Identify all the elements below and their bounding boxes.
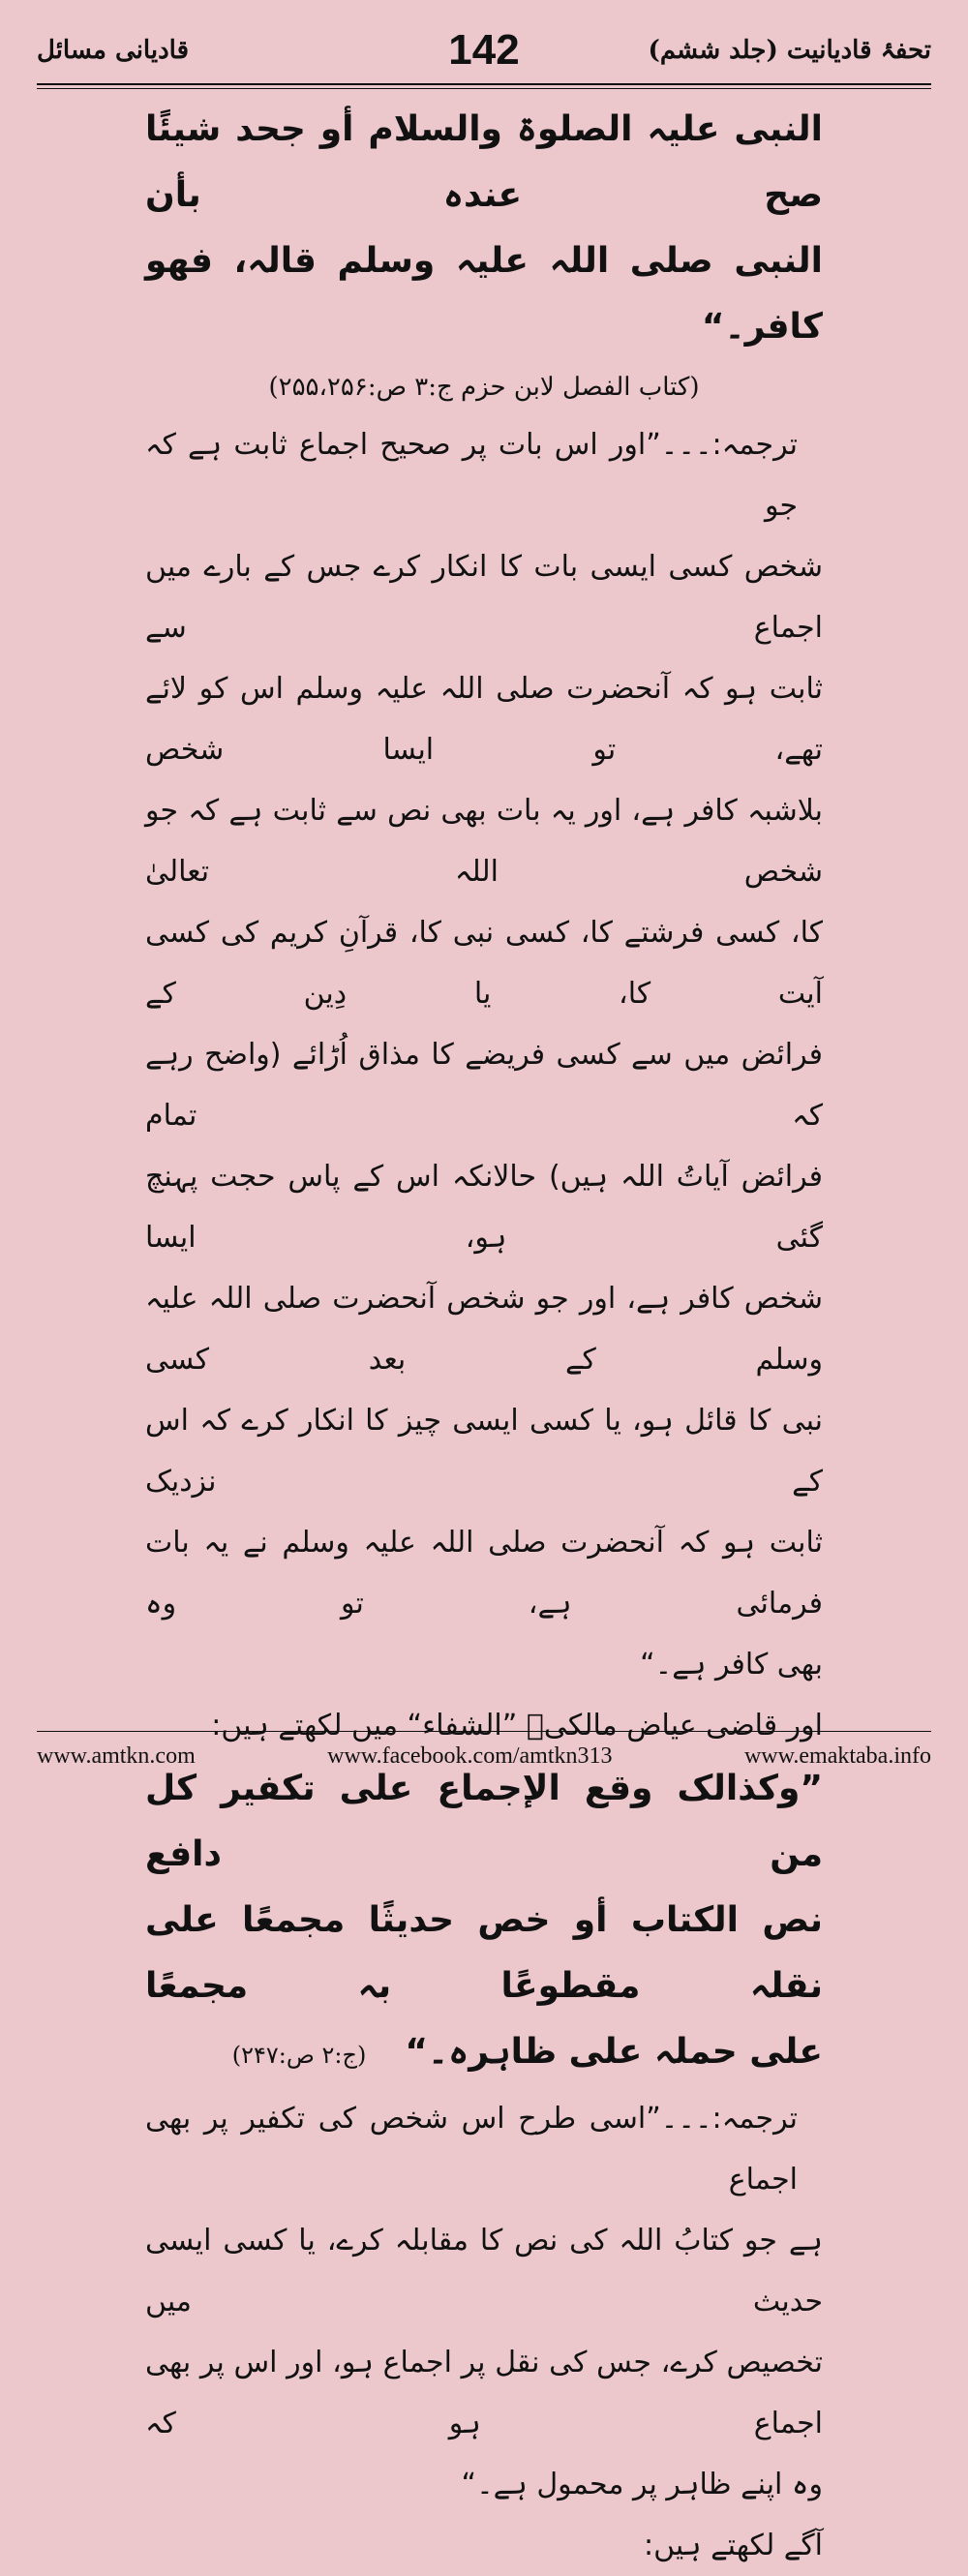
arabic-quote-line: النبی صلی اللہ علیہ وسلم قالہ، فھو کافر۔“ xyxy=(145,241,823,347)
translation-line: ثابت ہو کہ آنحضرت صلی اللہ علیہ وسلم اس کو لائے تھے، تو ایسا شخص xyxy=(145,672,823,767)
footer-link-facebook[interactable]: www.facebook.com/amtkn313 xyxy=(327,1743,613,1769)
translation-line: ترجمہ:۔۔۔”اور اس بات پر صحیح اجماع ثابت ہے کہ جو xyxy=(145,428,798,523)
book-title: تحفۂ قادیانیت (جلد ششم) xyxy=(648,36,931,65)
translation-line: نبی کا قائل ہو، یا کسی ایسی چیز کا انکار کرے کہ اس کے نزدیک xyxy=(145,1404,823,1499)
header-divider xyxy=(37,83,931,85)
arabic-quote-line: ”وکذالک وقع الإجماع علی تکفیر کل من دافع xyxy=(145,1769,823,1874)
footer-divider xyxy=(37,1731,931,1732)
page-header xyxy=(37,21,931,79)
translation-line: بلاشبہ کافر ہے، اور یہ بات بھی نص سے ثابت ہے کہ جو شخص اللہ تعالیٰ xyxy=(145,794,823,889)
translation-line: فرائض میں سے کسی فریضے کا مذاق اُڑائے (واضح رہے کہ تمام xyxy=(145,1038,823,1133)
translation-line: شخص کافر ہے، اور جو شخص آنحضرت صلی اللہ علیہ وسلم کے بعد کسی xyxy=(145,1282,823,1377)
footer-link-emaktaba[interactable]: www.emaktaba.info xyxy=(743,1743,931,1769)
translation-line: شخص کسی ایسی بات کا انکار کرے جس کے بارے میں اجماع سے xyxy=(145,550,823,645)
translation-line: بھی کافر ہے۔“ xyxy=(640,1648,823,1682)
page-footer xyxy=(37,1739,931,1773)
translation-line: فرائض آیاتُ اللہ ہیں) حالانکہ اس کے پاس حجت پہنچ گئی ہو، ایسا xyxy=(145,1160,823,1255)
arabic-quote-line: النبی علیہ الصلوۃ والسلام أو جحد شیئًا صح عندہ بأن xyxy=(145,109,823,215)
arabic-quote-line-with-ref xyxy=(145,2019,823,2088)
translation-line: ترجمہ:۔۔۔”اسی طرح اس شخص کی تکفیر پر بھی اجماع xyxy=(145,2102,798,2197)
topic-title: قادیانی مسائل xyxy=(37,36,190,65)
intro-text: اور قاضی عیاض مالکیؒ ”الشفاء“ میں لکھتے ہیں: xyxy=(211,1709,823,1743)
footer-link-amtkn[interactable]: www.amtkn.com xyxy=(37,1743,196,1769)
header-divider-thin xyxy=(37,88,931,89)
closing-text: آگے لکھتے ہیں: xyxy=(643,2529,823,2562)
translation-line: ہے جو کتابُ اللہ کی نص کا مقابلہ کرے، یا کسی ایسی حدیث میں xyxy=(145,2224,823,2318)
page-number: 142 xyxy=(448,26,520,74)
arabic-quote-line: نص الکتاب أو خص حدیثًا مجمعًا علی نقلہ مقطوعًا بہ مجمعًا xyxy=(145,1900,823,2006)
arabic-quote-line: علی حملہ علی ظاہرہ۔“ xyxy=(405,2032,823,2072)
page-body xyxy=(145,97,823,2576)
reference-citation: (کتاب الفصل لابن حزم ج:۳ ص:۲۵۵،۲۵۶) xyxy=(268,373,700,402)
translation-line: تخصیص کرے، جس کی نقل پر اجماع ہو، اور اس پر بھی اجماع ہو کہ xyxy=(145,2346,823,2440)
translation-line: کا، کسی فرشتے کا، کسی نبی کا، قرآنِ کریم کی کسی آیت کا، یا دِین کے xyxy=(145,916,823,1011)
reference-citation: (ج:۲ ص:۲۴۷) xyxy=(231,2042,367,2069)
translation-line: وہ اپنے ظاہر پر محمول ہے۔“ xyxy=(461,2468,823,2501)
translation-line: ثابت ہو کہ آنحضرت صلی اللہ علیہ وسلم نے یہ بات فرمائی ہے، تو وہ xyxy=(145,1526,823,1621)
